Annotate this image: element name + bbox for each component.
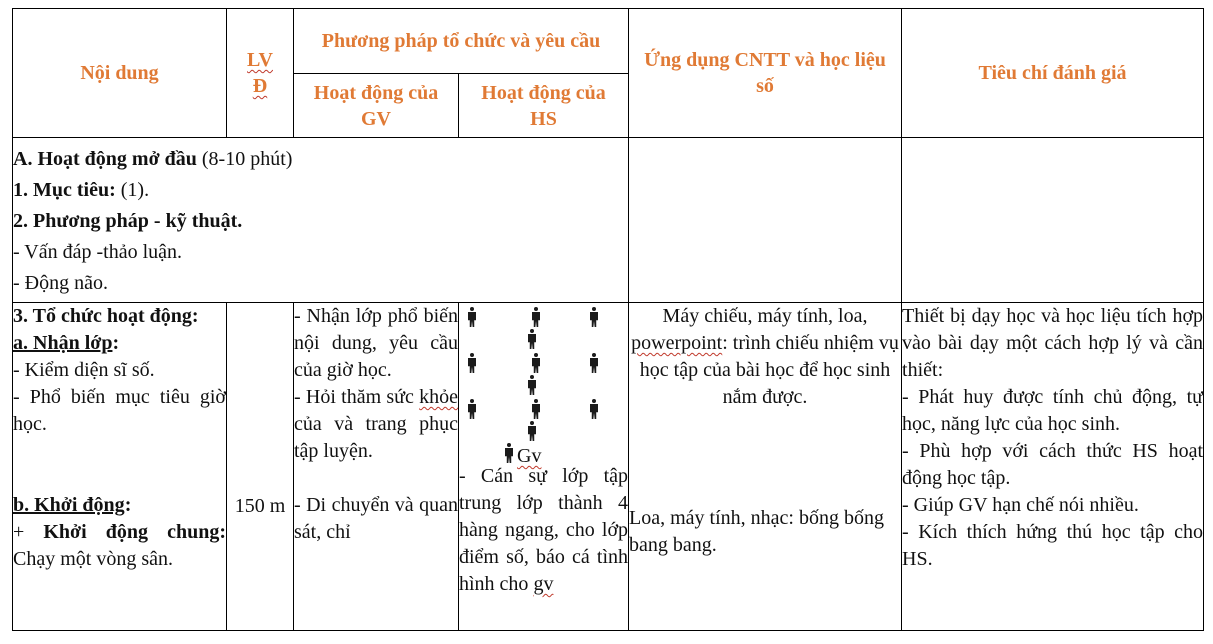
tieu-chi-cell — [902, 303, 1204, 631]
gv-item-2: - Hỏi thăm sức khỏe của và trang phục tập luyện. — [294, 386, 458, 462]
lvd-cell — [227, 303, 294, 631]
section-a-row — [13, 138, 1204, 303]
header-hoat-dong-gv: Hoạt động của GV — [294, 74, 459, 138]
noi-dung-cell — [13, 303, 227, 631]
teacher-label: Gv — [517, 445, 542, 467]
nhan-lop-heading: a. Nhận lớp: — [13, 332, 120, 354]
muc-tieu: 1. Mục tiêu: (1). — [13, 179, 150, 201]
student-icon — [527, 375, 537, 395]
student-icon — [531, 307, 541, 327]
phuong-phap-item-1: - Vấn đáp -thảo luận. — [13, 241, 183, 263]
header-hoat-dong-hs: Hoạt động của HS — [459, 74, 629, 138]
khoi-dong-chung: + Khởi động chung: Chạy một vòng sân. — [13, 521, 227, 570]
student-icon — [527, 329, 537, 349]
cntt-para-1: Máy chiếu, máy tính, loa, powerpoint: trình chiếu nhiệm vụ học tập của bài học để học sinh nắm được. — [631, 305, 899, 408]
header-noi-dung: Nội dung — [13, 9, 227, 138]
header-lvd-line2: Đ — [252, 75, 268, 97]
cntt-para-2: Loa, máy tính, nhạc: bống bống bang bang. — [629, 507, 884, 556]
student-icon — [467, 307, 477, 327]
gv-item-1: - Nhận lớp phổ biến nội dung, yêu cầu của giờ học. — [294, 305, 458, 381]
nhan-lop-item-2: - Phổ biến mục tiêu giờ học. — [13, 386, 226, 435]
spacer — [13, 438, 226, 492]
header-phuong-phap: Phương pháp tổ chức và yêu cầu — [294, 9, 629, 74]
phuong-phap-item-2: - Động não. — [13, 272, 108, 294]
section-a-cntt-cell — [629, 138, 902, 303]
section-a-tieu-chi-cell — [902, 138, 1204, 303]
student-icon — [589, 307, 599, 327]
lvd-value: 150 m — [234, 495, 286, 517]
student-icon — [589, 399, 599, 419]
spacer — [294, 465, 458, 492]
phuong-phap-ky-thuat: 2. Phương pháp - kỹ thuật. — [13, 210, 243, 232]
activity-row — [13, 303, 1204, 631]
tieu-chi-item-4: - Kích thích hứng thú học tập cho HS. — [902, 521, 1204, 570]
hs-activity-cell — [459, 303, 629, 631]
tieu-chi-item-3: - Giúp GV hạn chế nói nhiều. — [902, 494, 1139, 516]
to-chuc-heading: 3. Tổ chức hoạt động: — [13, 305, 199, 327]
spacer — [629, 411, 901, 505]
header-ung-dung-cntt: Ứng dụng CNTT và học liệu số — [629, 9, 902, 138]
gv-activity-cell — [294, 303, 459, 631]
lesson-plan-table — [12, 8, 1204, 631]
tieu-chi-item-2: - Phù hợp với cách thức HS hoạt động học tập. — [902, 440, 1204, 489]
formation-diagram — [459, 303, 628, 467]
section-a-cell — [13, 138, 629, 303]
hs-text: - Cán sự lớp tập trung lớp thành 4 hàng ngang, cho lớp điểm số, báo cá tình hình cho gv — [459, 465, 629, 595]
section-a-title: A. Hoạt động mở đầu (8-10 phút) — [13, 148, 293, 170]
tieu-chi-intro: Thiết bị dạy học và học liệu tích hợp vào bài dạy một cách hợp lý và cần thiết: — [902, 305, 1204, 381]
student-icon — [531, 353, 541, 373]
student-icon — [589, 353, 599, 373]
student-icon — [467, 399, 477, 419]
gv-item-3: - Di chuyển và quan sát, chỉ — [294, 494, 458, 543]
student-icon — [467, 353, 477, 373]
cntt-cell — [629, 303, 902, 631]
tieu-chi-item-1: - Phát huy được tính chủ động, tự học, năng lực của học sinh. — [902, 386, 1204, 435]
teacher-icon — [504, 443, 514, 463]
student-icon — [527, 421, 537, 441]
header-lvd-line1: LV — [247, 49, 273, 71]
header-tieu-chi: Tiêu chí đánh giá — [902, 9, 1204, 138]
nhan-lop-item-1: - Kiểm diện sĩ số. — [13, 359, 155, 381]
khoi-dong-heading: b. Khởi động: — [13, 494, 132, 516]
header-lvd — [227, 9, 294, 138]
student-icon — [531, 399, 541, 419]
header-row-1 — [13, 9, 1204, 74]
